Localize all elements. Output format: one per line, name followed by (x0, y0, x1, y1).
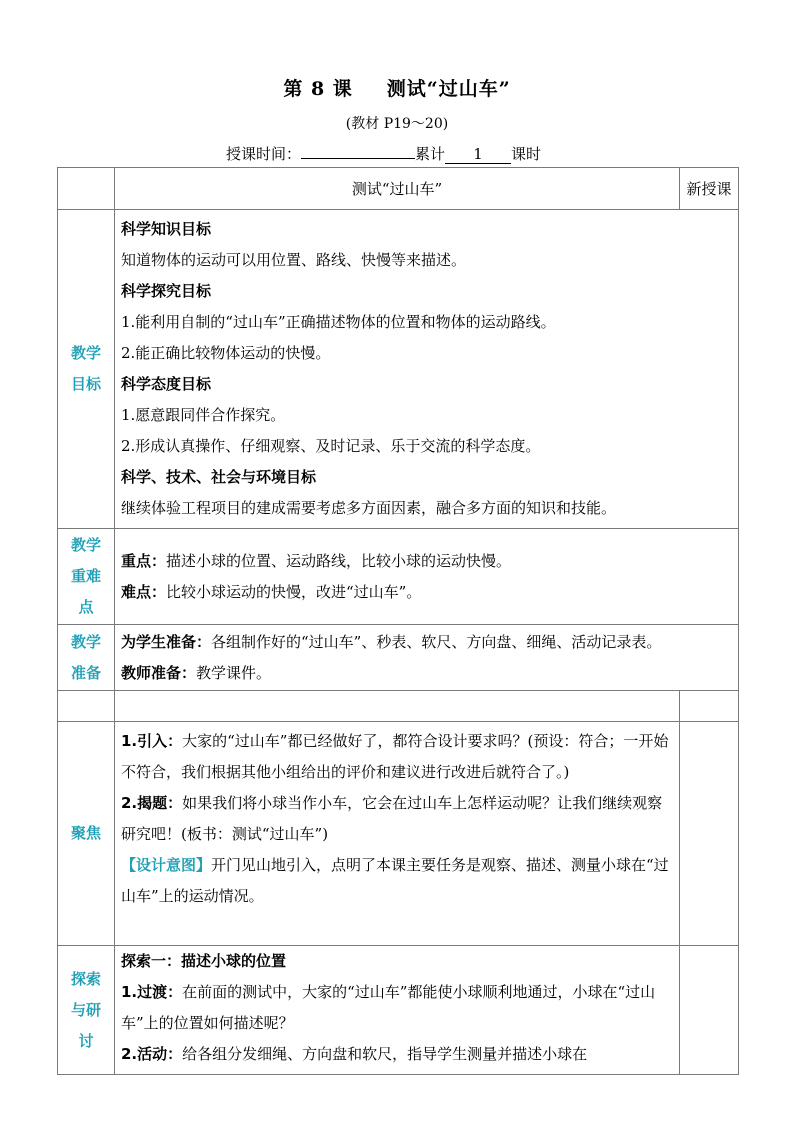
knowledge-goal-heading: 科学知识目标 (121, 220, 212, 238)
topic-cell: 测试“过山车” (115, 168, 680, 210)
unit-label: 课时 (511, 145, 542, 163)
focus-row (58, 722, 739, 946)
focus-content (115, 722, 680, 946)
topic-row (58, 168, 739, 210)
key-points-label: 教学 重难 点 (58, 529, 115, 625)
inquiry-goal-heading: 科学探究目标 (121, 282, 212, 300)
prep-row (58, 625, 739, 691)
explore-label: 探索 与研 讨 (58, 946, 115, 1075)
stse-goal-heading: 科学、技术、社会与环境目标 (121, 468, 317, 486)
process-header-cell-2 (115, 691, 680, 722)
focus-intro: 1.引入：大家的“过山车”都已经做好了，都符合设计要求吗？(预设：符合；一开始不符合，我们根据其他小组给出的评价和建议进行改进后就符合了。) (121, 732, 669, 781)
focus-topic: 2.揭题：如果我们将小球当作小车，它会在过山车上怎样运动呢？让我们继续观察研究吧！(板书：测试“过山车”) (121, 794, 663, 843)
explore-side-cell (680, 946, 739, 1075)
time-label: 授课时间： (226, 145, 302, 163)
explore-row (58, 946, 739, 1075)
lesson-number: 第 8 课 (283, 78, 353, 100)
student-prep-line: 为学生准备：各组制作好的“过山车”、秒表、软尺、方向盘、细绳、活动记录表。 (121, 632, 662, 651)
objectives-label: 教学 目标 (58, 210, 115, 529)
attitude-goal-heading: 科学态度目标 (121, 375, 212, 393)
time-blank (301, 158, 415, 159)
objectives-content (115, 210, 739, 529)
lesson-title (0, 74, 794, 101)
lesson-plan-table (57, 167, 738, 1075)
process-header-cell-3 (680, 691, 739, 722)
focus-side-cell (680, 722, 739, 946)
explore-activity: 2.活动：给各组分发细绳、方向盘和软尺，指导学生测量并描述小球在 (121, 1045, 588, 1063)
prep-label: 教学 准备 (58, 625, 115, 691)
attitude-goal-1: 1.愿意跟同伴合作探究。 (121, 406, 286, 424)
total-label: 累计 (415, 145, 446, 163)
teacher-prep-line: 教师准备：教学课件。 (121, 663, 272, 682)
process-header-cell-1 (58, 691, 115, 722)
focus-design-intent: 【设计意图】开门见山地引入，点明了本课主要任务是观察、描述、测量小球在“过山车”上的运动情况。 (121, 856, 669, 905)
lesson-type-cell: 新授课 (680, 168, 739, 210)
stse-goal-text: 继续体验工程项目的建成需要考虑多方面因素，融合多方面的知识和技能。 (121, 499, 617, 517)
material-reference: (教材 P19～20) (345, 116, 449, 132)
key-points-content (115, 529, 739, 625)
inquiry-goal-1: 1.能利用自制的“过山车”正确描述物体的位置和物体的运动路线。 (121, 313, 556, 331)
topic-row-empty-cell (58, 168, 115, 210)
schedule-line (226, 143, 541, 164)
key-point-line: 重点：描述小球的位置、运动路线，比较小球的运动快慢。 (121, 551, 512, 570)
total-value: 1 (445, 145, 511, 164)
focus-label: 聚焦 (58, 722, 115, 946)
prep-content (115, 625, 739, 691)
objectives-row (58, 210, 739, 529)
explore-heading: 探索一：描述小球的位置 (121, 952, 287, 970)
explore-transition: 1.过渡：在前面的测试中，大家的“过山车”都能使小球顺利地通过，小球在“过山车”上的位置如何描述呢？ (121, 983, 656, 1032)
key-points-row (58, 529, 739, 625)
inquiry-goal-2: 2.能正确比较物体运动的快慢。 (121, 344, 331, 362)
lesson-name: 测试“过山车” (386, 78, 511, 100)
explore-content (115, 946, 680, 1075)
process-header-row (58, 691, 739, 722)
difficult-point-line: 难点：比较小球运动的快慢，改进“过山车”。 (121, 582, 422, 601)
attitude-goal-2: 2.形成认真操作、仔细观察、及时记录、乐于交流的科学态度。 (121, 437, 541, 455)
knowledge-goal-text: 知道物体的运动可以用位置、路线、快慢等来描述。 (121, 251, 467, 269)
